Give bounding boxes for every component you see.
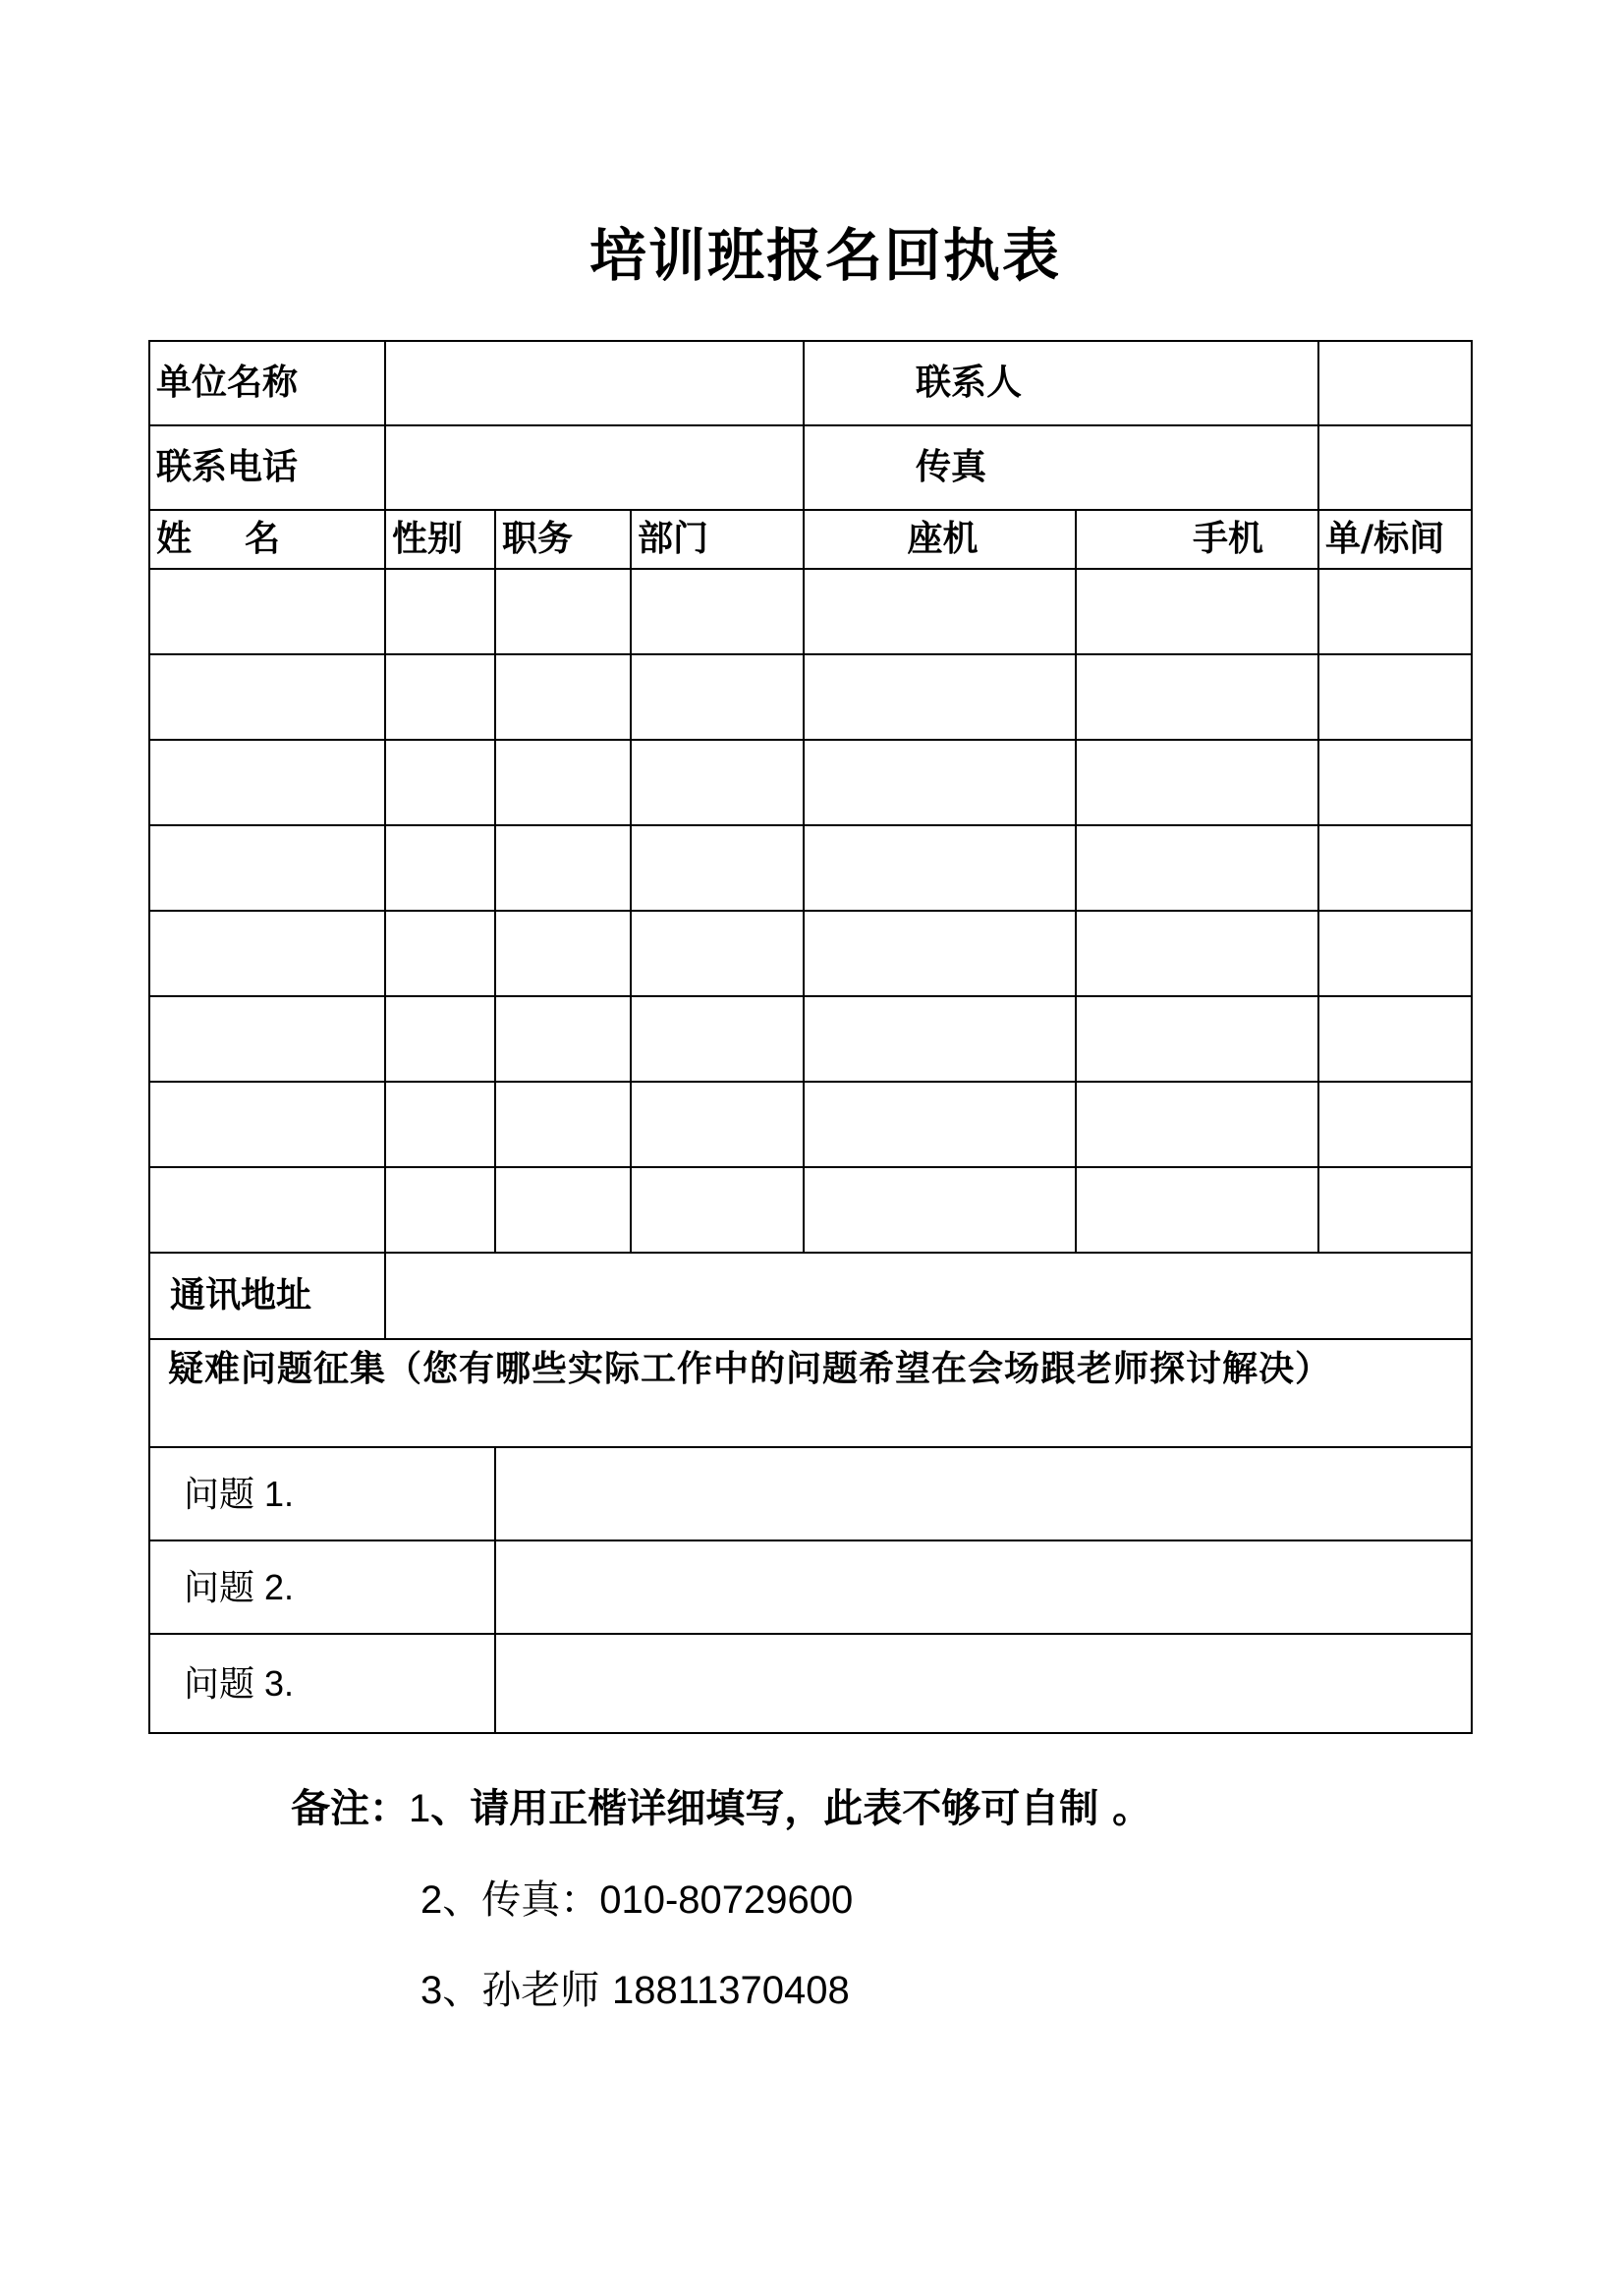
attendee-landline-cell[interactable] (804, 740, 1076, 825)
attendee-row (149, 996, 1472, 1082)
attendee-position-cell[interactable] (495, 740, 631, 825)
phone-label: 联系电话 (149, 425, 385, 510)
attendee-department-cell[interactable] (631, 569, 804, 654)
attendee-gender-cell[interactable] (385, 654, 495, 740)
attendee-name-cell[interactable] (149, 825, 385, 911)
header-name (149, 510, 385, 569)
fax-number: 010-80729600 (599, 1878, 854, 1922)
address-field[interactable] (385, 1253, 1472, 1339)
attendee-department-cell[interactable] (631, 996, 804, 1082)
attendee-name-cell[interactable] (149, 654, 385, 740)
note-line-3 (420, 1963, 850, 2018)
phone-field[interactable] (385, 425, 804, 510)
note-2-number: 2 (420, 1878, 443, 1922)
attendee-name-cell[interactable] (149, 911, 385, 996)
attendee-department-cell[interactable] (631, 740, 804, 825)
question-row (149, 1634, 1472, 1733)
attendee-row (149, 825, 1472, 911)
attendee-landline-cell[interactable] (804, 1082, 1076, 1167)
attendee-gender-cell[interactable] (385, 1167, 495, 1253)
note-3-number: 3 (420, 1969, 443, 2012)
attendee-name-cell[interactable] (149, 1082, 385, 1167)
attendee-room-type-cell[interactable] (1318, 1167, 1472, 1253)
attendee-room-type-cell[interactable] (1318, 1082, 1472, 1167)
attendee-mobile-cell[interactable] (1076, 825, 1318, 911)
contact-person-field[interactable] (1318, 341, 1472, 425)
note-1-text: 、请用正楷详细填写，此表不够可自制 。 (430, 1785, 1152, 1831)
note-3-text: 、孙老师 (442, 1968, 612, 2013)
note-line-1 (291, 1781, 1151, 1836)
attendee-landline-cell[interactable] (804, 825, 1076, 911)
attendee-name-cell[interactable] (149, 569, 385, 654)
attendee-mobile-cell[interactable] (1076, 996, 1318, 1082)
address-row (149, 1253, 1472, 1339)
attendee-landline-cell[interactable] (804, 1167, 1076, 1253)
attendee-room-type-cell[interactable] (1318, 569, 1472, 654)
attendee-gender-cell[interactable] (385, 569, 495, 654)
attendee-room-type-cell[interactable] (1318, 911, 1472, 996)
question-row (149, 1540, 1472, 1634)
header-gender: 性别 (385, 510, 495, 569)
info-row-unit (149, 341, 1472, 425)
attendee-mobile-cell[interactable] (1076, 1082, 1318, 1167)
question-field-1[interactable] (495, 1447, 1472, 1540)
unit-name-label: 单位名称 (149, 341, 385, 425)
attendee-room-type-cell[interactable] (1318, 996, 1472, 1082)
attendee-position-cell[interactable] (495, 825, 631, 911)
header-name-first: 姓 (156, 518, 193, 560)
header-landline: 座机 (804, 510, 1076, 569)
attendee-position-cell[interactable] (495, 1082, 631, 1167)
attendee-department-cell[interactable] (631, 654, 804, 740)
attendee-landline-cell[interactable] (804, 996, 1076, 1082)
question-label-3: 问题 3. (149, 1634, 495, 1733)
attendee-mobile-cell[interactable] (1076, 911, 1318, 996)
attendee-mobile-cell[interactable] (1076, 569, 1318, 654)
attendee-row (149, 1082, 1472, 1167)
attendee-gender-cell[interactable] (385, 740, 495, 825)
question-label-2: 问题 2. (149, 1540, 495, 1634)
attendee-position-cell[interactable] (495, 569, 631, 654)
registration-form-table (148, 340, 1473, 1734)
question-field-3[interactable] (495, 1634, 1472, 1733)
attendee-position-cell[interactable] (495, 654, 631, 740)
attendee-row (149, 911, 1472, 996)
attendee-row (149, 654, 1472, 740)
attendee-position-cell[interactable] (495, 911, 631, 996)
header-department: 部门 (631, 510, 804, 569)
fax-label: 传真 (804, 425, 1318, 510)
note-1-number: 1 (409, 1787, 431, 1830)
attendee-landline-cell[interactable] (804, 569, 1076, 654)
address-label: 通讯地址 (149, 1253, 385, 1339)
attendee-position-cell[interactable] (495, 1167, 631, 1253)
attendee-gender-cell[interactable] (385, 911, 495, 996)
attendee-name-cell[interactable] (149, 740, 385, 825)
header-position: 职务 (495, 510, 631, 569)
attendee-gender-cell[interactable] (385, 825, 495, 911)
attendee-landline-cell[interactable] (804, 911, 1076, 996)
column-header-row (149, 510, 1472, 569)
page-title: 培训班报名回执表 (588, 222, 1061, 289)
attendee-rows (149, 569, 1472, 1253)
attendee-row (149, 569, 1472, 654)
issues-intro-row (149, 1339, 1472, 1447)
info-row-phone (149, 425, 1472, 510)
attendee-gender-cell[interactable] (385, 1082, 495, 1167)
attendee-room-type-cell[interactable] (1318, 740, 1472, 825)
question-row (149, 1447, 1472, 1540)
attendee-department-cell[interactable] (631, 825, 804, 911)
attendee-mobile-cell[interactable] (1076, 654, 1318, 740)
attendee-gender-cell[interactable] (385, 996, 495, 1082)
fax-field[interactable] (1318, 425, 1472, 510)
attendee-mobile-cell[interactable] (1076, 1167, 1318, 1253)
attendee-position-cell[interactable] (495, 996, 631, 1082)
header-mobile: 手机 (1076, 510, 1318, 569)
unit-name-field[interactable] (385, 341, 804, 425)
attendee-room-type-cell[interactable] (1318, 654, 1472, 740)
attendee-name-cell[interactable] (149, 1167, 385, 1253)
question-field-2[interactable] (495, 1540, 1472, 1634)
attendee-department-cell[interactable] (631, 1167, 804, 1253)
attendee-department-cell[interactable] (631, 1082, 804, 1167)
attendee-landline-cell[interactable] (804, 654, 1076, 740)
attendee-mobile-cell[interactable] (1076, 740, 1318, 825)
teacher-phone-number: 18811370408 (611, 1969, 850, 2012)
attendee-row (149, 1167, 1472, 1253)
contact-person-label: 联系人 (804, 341, 1318, 425)
header-name-last: 名 (245, 518, 281, 560)
question-label-1: 问题 1. (149, 1447, 495, 1540)
note-2-text: 、传真： (442, 1877, 600, 1923)
attendee-row (149, 740, 1472, 825)
header-room-type: 单/标间 (1318, 510, 1472, 569)
attendee-name-cell[interactable] (149, 996, 385, 1082)
issues-intro-text: 疑难问题征集（您有哪些实际工作中的问题希望在会场跟老师探讨解决） (149, 1339, 1472, 1447)
note-line-2 (420, 1873, 853, 1928)
attendee-department-cell[interactable] (631, 911, 804, 996)
attendee-room-type-cell[interactable] (1318, 825, 1472, 911)
notes-prefix: 备注： (291, 1785, 409, 1831)
